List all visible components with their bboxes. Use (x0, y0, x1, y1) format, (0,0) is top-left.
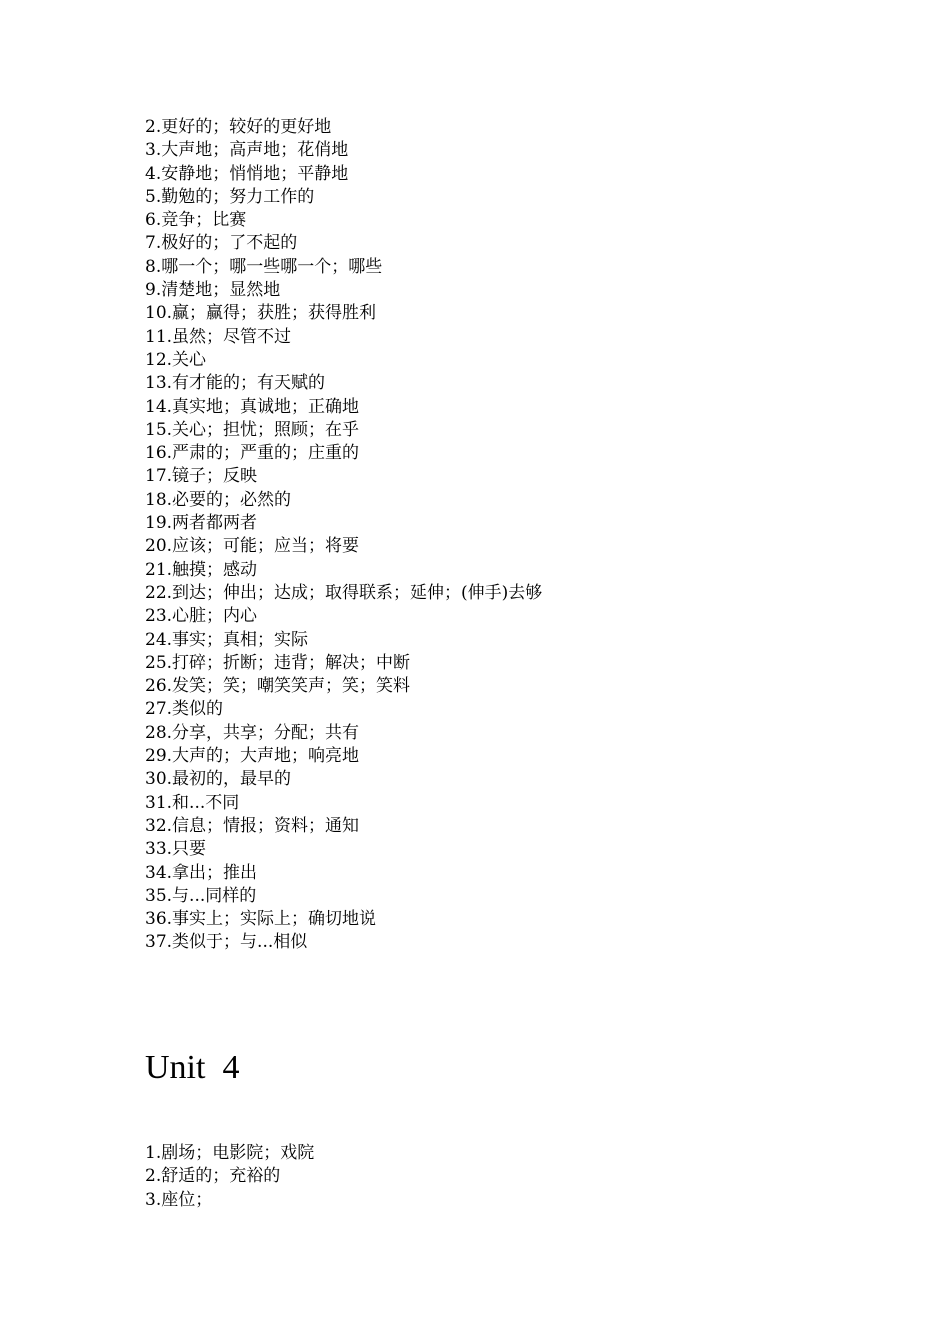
vocab-entry: 26.发笑；笑；嘲笑笑声；笑；笑料 (145, 676, 411, 697)
vocab-entry: 17.镜子；反映 (145, 466, 258, 487)
vocab-entry: 31.和...不同 (145, 792, 240, 813)
vocab-entry: 24.事实；真相；实际 (145, 629, 309, 650)
vocab-entry: 9.清楚地；显然地 (145, 280, 281, 301)
vocab-entry: 27.类似的 (145, 699, 224, 720)
vocab-entry: 36.事实上；实际上；确切地说 (145, 909, 377, 930)
vocab-entry: 18.必要的；必然的 (145, 489, 292, 510)
vocab-entry: 10.赢；赢得；获胜；获得胜利 (145, 303, 377, 324)
vocab-entry: 21.触摸；感动 (145, 559, 258, 580)
vocab-entry: 11.虽然；尽管不过 (145, 326, 292, 347)
vocab-entry: 19.两者都两者 (145, 513, 258, 534)
vocab-entry: 3.大声地；高声地；花俏地 (145, 140, 349, 161)
vocab-entry: 2.舒适的；充裕的 (145, 1166, 281, 1187)
vocab-entry: 20.应该；可能；应当；将要 (145, 536, 360, 557)
vocab-entry: 28.分享，共享；分配；共有 (145, 722, 360, 743)
vocab-entry: 35.与...同样的 (145, 885, 257, 906)
vocab-entry: 3.座位； (145, 1189, 213, 1210)
vocab-entry: 34.拿出；推出 (145, 862, 258, 883)
vocab-entry: 32.信息；情报；资料；通知 (145, 815, 360, 836)
vocab-entry: 13.有才能的；有天赋的 (145, 373, 326, 394)
vocab-entry: 37.类似于；与...相似 (145, 932, 308, 953)
vocabulary-list-unit-4 (145, 1142, 314, 1212)
vocab-entry: 15.关心；担忧；照顾；在乎 (145, 419, 360, 440)
vocab-entry: 12.关心 (145, 349, 207, 370)
vocab-entry: 8.哪一个；哪一些哪一个；哪些 (145, 256, 383, 277)
vocab-entry: 2.更好的；较好的更好地 (145, 117, 332, 137)
vocab-entry: 33.只要 (145, 839, 207, 860)
vocab-entry: 30.最初的，最早的 (145, 769, 292, 790)
vocab-entry: 14.真实地；真诚地；正确地 (145, 396, 360, 417)
vocab-entry: 16.严肃的；严重的；庄重的 (145, 443, 360, 464)
vocab-entry: 29.大声的；大声地；响亮地 (145, 746, 360, 767)
vocab-entry: 23.心脏；内心 (145, 606, 258, 627)
vocab-entry: 25.打碎；折断；违背；解决；中断 (145, 652, 411, 673)
vocab-entry: 1.剧场；电影院；戏院 (145, 1143, 315, 1163)
vocab-entry: 7.极好的；了不起的 (145, 233, 298, 254)
vocab-entry: 5.勤勉的；努力工作的 (145, 186, 315, 207)
unit-heading: Unit 4 (145, 1049, 240, 1086)
vocab-entry: 4.安静地；悄悄地；平静地 (145, 163, 349, 184)
vocab-entry: 6.竞争；比赛 (145, 210, 247, 231)
vocabulary-list-unit-3 (145, 116, 542, 955)
vocab-entry: 22.到达；伸出；达成；取得联系；延伸；(伸手)去够 (145, 582, 543, 603)
